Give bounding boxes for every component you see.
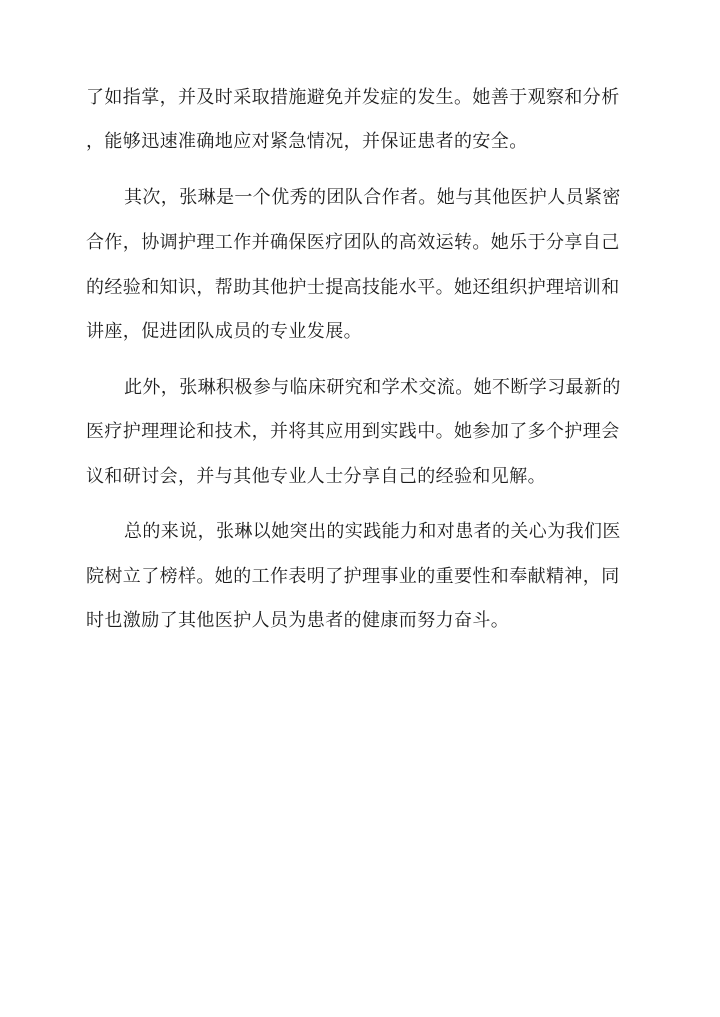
text-line: 合作，协调护理工作并确保医疗团队的高效运转。她乐于分享自己	[86, 232, 620, 253]
text-line: 院树立了榜样。她的工作表明了护理事业的重要性和奉献精神，同	[86, 566, 620, 587]
text-line: 议和研讨会，并与其他专业人士分享自己的经验和见解。	[86, 466, 546, 487]
text-line: 医疗护理理论和技术，并将其应用到实践中。她参加了多个护理会	[86, 421, 620, 442]
text-line: 总的来说，张琳以她突出的实践能力和对患者的关心为我们医	[124, 521, 621, 542]
text-line: 其次，张琳是一个优秀的团队合作者。她与其他医护人员紧密	[124, 187, 621, 208]
text-line: 此外，张琳积极参与临床研究和学术交流。她不断学习最新的	[124, 377, 621, 398]
text-line: 了如指掌，并及时采取措施避免并发症的发生。她善于观察和分析	[86, 87, 620, 108]
text-line: ，能够迅速准确地应对紧急情况，并保证患者的安全。	[86, 131, 528, 152]
text-line: 的经验和知识，帮助其他护士提高技能水平。她还组织护理培训和	[86, 277, 620, 298]
text-line: 时也激励了其他医护人员为患者的健康而努力奋斗。	[86, 610, 510, 631]
text-line: 讲座，促进团队成员的专业发展。	[86, 321, 362, 342]
